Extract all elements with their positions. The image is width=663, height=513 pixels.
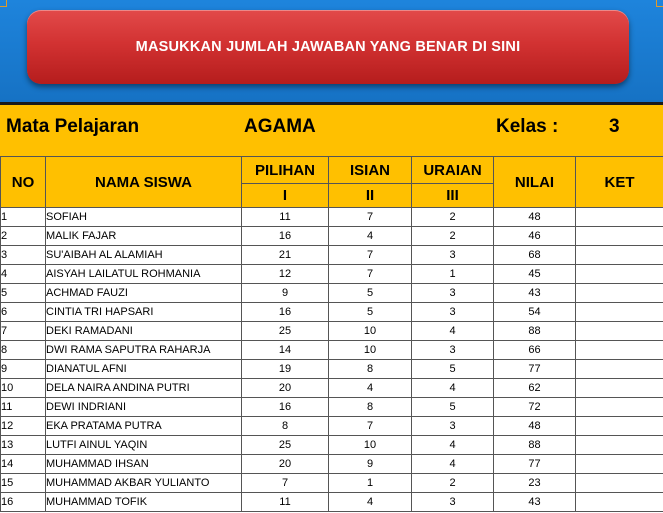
isian-score-cell[interactable]: 8	[329, 360, 412, 379]
ket-cell[interactable]	[576, 341, 663, 360]
student-name-cell[interactable]: SU'AIBAH AL ALAMIAH	[46, 246, 242, 265]
table-row	[1, 227, 663, 246]
student-name-cell[interactable]: MUHAMMAD IHSAN	[46, 455, 242, 474]
uraian-score-cell[interactable]: 2	[412, 208, 494, 227]
student-name-cell[interactable]: DIANATUL AFNI	[46, 360, 242, 379]
table-row	[1, 208, 663, 227]
student-no-cell[interactable]: 13	[1, 436, 46, 455]
col-nilai-header: NILAI	[494, 157, 576, 208]
student-name-cell[interactable]: MUHAMMAD AKBAR YULIANTO	[46, 474, 242, 493]
student-name-cell[interactable]: MUHAMMAD TOFIK	[46, 493, 242, 512]
uraian-score-cell[interactable]: 4	[412, 379, 494, 398]
isian-score-cell[interactable]: 4	[329, 227, 412, 246]
student-no-cell[interactable]: 1	[1, 208, 46, 227]
pilihan-score-cell[interactable]: 8	[242, 417, 329, 436]
pilihan-score-cell[interactable]: 25	[242, 436, 329, 455]
uraian-score-cell[interactable]: 3	[412, 246, 494, 265]
nilai-cell[interactable]: 43	[494, 493, 576, 512]
table-row	[1, 265, 663, 284]
ket-cell[interactable]	[576, 417, 663, 436]
isian-score-cell[interactable]: 7	[329, 208, 412, 227]
pilihan-score-cell[interactable]: 16	[242, 303, 329, 322]
enter-answers-button[interactable]: MASUKKAN JUMLAH JAWABAN YANG BENAR DI SINI	[27, 10, 629, 84]
student-no-cell[interactable]: 8	[1, 341, 46, 360]
pilihan-score-cell[interactable]: 20	[242, 455, 329, 474]
student-name-cell[interactable]: DEKI RAMADANI	[46, 322, 242, 341]
uraian-score-cell[interactable]: 5	[412, 360, 494, 379]
student-name-cell[interactable]: CINTIA TRI HAPSARI	[46, 303, 242, 322]
nilai-cell[interactable]: 62	[494, 379, 576, 398]
class-value[interactable]: 3	[609, 116, 620, 138]
ket-cell[interactable]	[576, 303, 663, 322]
ket-cell[interactable]	[576, 227, 663, 246]
isian-score-cell[interactable]: 7	[329, 246, 412, 265]
isian-score-cell[interactable]: 7	[329, 265, 412, 284]
isian-score-cell[interactable]: 9	[329, 455, 412, 474]
uraian-score-cell[interactable]: 4	[412, 455, 494, 474]
pilihan-score-cell[interactable]: 20	[242, 379, 329, 398]
info-row	[0, 105, 663, 157]
table-row	[1, 493, 663, 512]
col-uraian-header: URAIAN	[412, 157, 494, 184]
nilai-cell[interactable]: 66	[494, 341, 576, 360]
uraian-score-cell[interactable]: 4	[412, 322, 494, 341]
nilai-cell[interactable]: 45	[494, 265, 576, 284]
student-name-cell[interactable]: MALIK FAJAR	[46, 227, 242, 246]
pilihan-score-cell[interactable]: 9	[242, 284, 329, 303]
uraian-score-cell[interactable]: 2	[412, 227, 494, 246]
uraian-score-cell[interactable]: 3	[412, 417, 494, 436]
nilai-cell[interactable]: 43	[494, 284, 576, 303]
nilai-cell[interactable]: 77	[494, 360, 576, 379]
table-row	[1, 284, 663, 303]
class-label: Kelas :	[496, 116, 558, 138]
table-row	[1, 398, 663, 417]
nilai-cell[interactable]: 88	[494, 436, 576, 455]
nilai-cell[interactable]: 23	[494, 474, 576, 493]
table-row	[1, 246, 663, 265]
nilai-cell[interactable]: 88	[494, 322, 576, 341]
nilai-cell[interactable]: 48	[494, 208, 576, 227]
student-no-cell[interactable]: 15	[1, 474, 46, 493]
table-row	[1, 474, 663, 493]
student-no-cell[interactable]: 14	[1, 455, 46, 474]
student-name-cell[interactable]: DWI RAMA SAPUTRA RAHARJA	[46, 341, 242, 360]
student-no-cell[interactable]: 7	[1, 322, 46, 341]
student-name-cell[interactable]: DEWI INDRIANI	[46, 398, 242, 417]
col-pilihan-header: PILIHAN	[242, 157, 329, 184]
student-no-cell[interactable]: 5	[1, 284, 46, 303]
student-no-cell[interactable]: 12	[1, 417, 46, 436]
student-no-cell[interactable]: 3	[1, 246, 46, 265]
pilihan-score-cell[interactable]: 11	[242, 208, 329, 227]
uraian-score-cell[interactable]: 3	[412, 493, 494, 512]
table-row	[1, 455, 663, 474]
table-row	[1, 341, 663, 360]
isian-score-cell[interactable]: 7	[329, 417, 412, 436]
pilihan-score-cell[interactable]: 11	[242, 493, 329, 512]
table-row	[1, 360, 663, 379]
uraian-score-cell[interactable]: 3	[412, 303, 494, 322]
isian-score-cell[interactable]: 1	[329, 474, 412, 493]
uraian-score-cell[interactable]: 3	[412, 341, 494, 360]
table-row	[1, 303, 663, 322]
student-no-cell[interactable]: 10	[1, 379, 46, 398]
student-no-cell[interactable]: 6	[1, 303, 46, 322]
isian-score-cell[interactable]: 4	[329, 493, 412, 512]
pilihan-score-cell[interactable]: 25	[242, 322, 329, 341]
ket-cell[interactable]	[576, 284, 663, 303]
nilai-cell[interactable]: 46	[494, 227, 576, 246]
cell-corner-right	[656, 0, 663, 7]
pilihan-score-cell[interactable]: 19	[242, 360, 329, 379]
ket-cell[interactable]	[576, 474, 663, 493]
table-row	[1, 436, 663, 455]
uraian-score-cell[interactable]: 2	[412, 474, 494, 493]
isian-score-cell[interactable]: 8	[329, 398, 412, 417]
table-row	[1, 379, 663, 398]
ket-cell[interactable]	[576, 360, 663, 379]
student-name-cell[interactable]: SOFIAH	[46, 208, 242, 227]
isian-score-cell[interactable]: 5	[329, 303, 412, 322]
nilai-cell[interactable]: 54	[494, 303, 576, 322]
ket-cell[interactable]	[576, 436, 663, 455]
pilihan-score-cell[interactable]: 12	[242, 265, 329, 284]
table-row	[1, 322, 663, 341]
col-ket-header: KET	[576, 157, 663, 208]
uraian-score-cell[interactable]: 5	[412, 398, 494, 417]
ket-cell[interactable]	[576, 322, 663, 341]
student-name-cell[interactable]: DELA NAIRA ANDINA PUTRI	[46, 379, 242, 398]
student-no-cell[interactable]: 16	[1, 493, 46, 512]
score-table	[0, 156, 663, 512]
isian-score-cell[interactable]: 10	[329, 436, 412, 455]
uraian-score-cell[interactable]: 3	[412, 284, 494, 303]
pilihan-score-cell[interactable]: 14	[242, 341, 329, 360]
nilai-cell[interactable]: 68	[494, 246, 576, 265]
pilihan-score-cell[interactable]: 21	[242, 246, 329, 265]
ket-cell[interactable]	[576, 265, 663, 284]
ket-cell[interactable]	[576, 398, 663, 417]
col-no-header: NO	[1, 157, 46, 208]
ket-cell[interactable]	[576, 379, 663, 398]
student-no-cell[interactable]: 2	[1, 227, 46, 246]
col-name-header: NAMA SISWA	[46, 157, 242, 208]
isian-score-cell[interactable]: 5	[329, 284, 412, 303]
col-isian-sub: II	[329, 184, 412, 208]
col-isian-header: ISIAN	[329, 157, 412, 184]
pilihan-score-cell[interactable]: 7	[242, 474, 329, 493]
col-pilihan-sub: I	[242, 184, 329, 208]
isian-score-cell[interactable]: 4	[329, 379, 412, 398]
nilai-cell[interactable]: 77	[494, 455, 576, 474]
uraian-score-cell[interactable]: 1	[412, 265, 494, 284]
uraian-score-cell[interactable]: 4	[412, 436, 494, 455]
ket-cell[interactable]	[576, 493, 663, 512]
col-uraian-sub: III	[412, 184, 494, 208]
ket-cell[interactable]	[576, 208, 663, 227]
student-name-cell[interactable]: AISYAH LAILATUL ROHMANIA	[46, 265, 242, 284]
pilihan-score-cell[interactable]: 16	[242, 227, 329, 246]
subject-label: Mata Pelajaran	[6, 116, 139, 138]
isian-score-cell[interactable]: 10	[329, 341, 412, 360]
nilai-cell[interactable]: 48	[494, 417, 576, 436]
isian-score-cell[interactable]: 10	[329, 322, 412, 341]
table-row	[1, 417, 663, 436]
cell-corner-left	[0, 0, 7, 7]
student-no-cell[interactable]: 9	[1, 360, 46, 379]
student-no-cell[interactable]: 4	[1, 265, 46, 284]
ket-cell[interactable]	[576, 455, 663, 474]
student-name-cell[interactable]: EKA PRATAMA PUTRA	[46, 417, 242, 436]
pilihan-score-cell[interactable]: 16	[242, 398, 329, 417]
subject-value[interactable]: AGAMA	[244, 116, 316, 138]
student-name-cell[interactable]: LUTFI AINUL YAQIN	[46, 436, 242, 455]
student-no-cell[interactable]: 11	[1, 398, 46, 417]
ket-cell[interactable]	[576, 246, 663, 265]
nilai-cell[interactable]: 72	[494, 398, 576, 417]
student-name-cell[interactable]: ACHMAD FAUZI	[46, 284, 242, 303]
